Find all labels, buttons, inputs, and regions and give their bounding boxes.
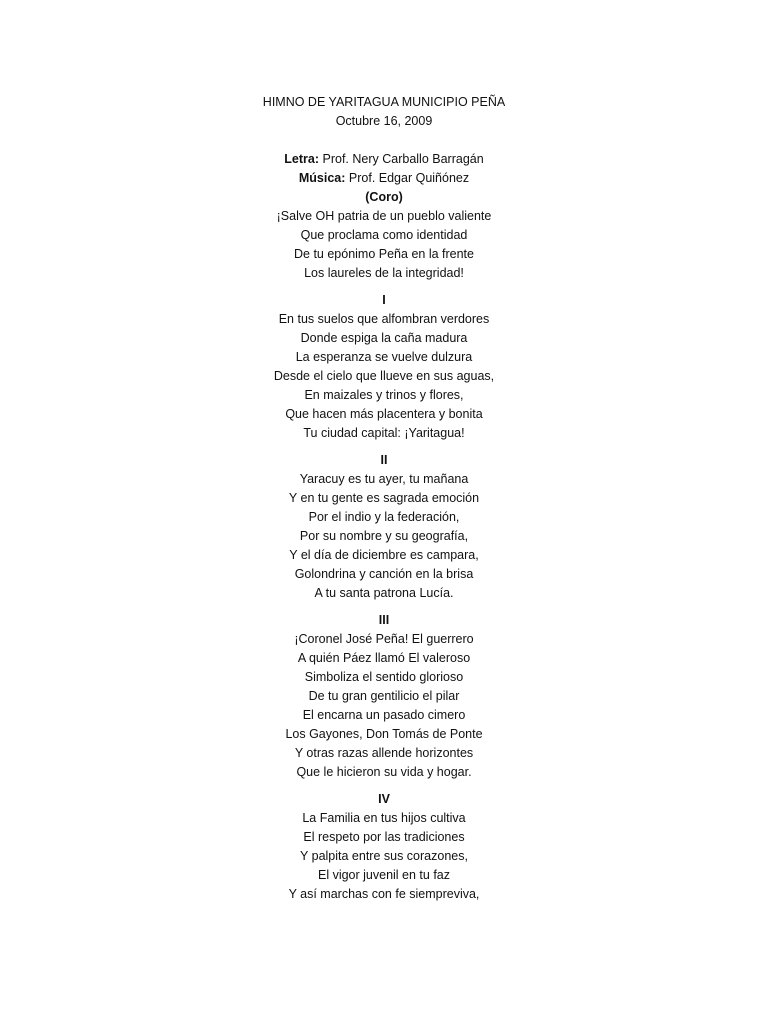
verse-line: Y otras razas allende horizontes: [294, 746, 474, 760]
document-date: Octubre 16, 2009: [335, 114, 433, 128]
verse-line: Y el día de diciembre es campara,: [289, 548, 479, 562]
verse-line: Simboliza el sentido glorioso: [304, 670, 464, 684]
verse-line: De tu gran gentilicio el pilar: [308, 689, 460, 703]
verse-line: Que hacen más placentera y bonita: [285, 407, 483, 421]
stanza-block: [0, 310, 768, 443]
verse-line: En maizales y trinos y flores,: [304, 388, 464, 402]
stanza-numeral: I: [382, 293, 386, 307]
verse-line: La esperanza se vuelve dulzura: [295, 350, 473, 364]
verse-line: Por su nombre y su geografía,: [299, 529, 469, 543]
verse-line: Y así marchas con fe siempreviva,: [288, 887, 480, 901]
verse-line: El encarna un pasado cimero: [302, 708, 466, 722]
lyrics-label: Letra:: [284, 152, 320, 166]
verse-line: La Familia en tus hijos cultiva: [302, 811, 466, 825]
document-page: [0, 93, 768, 904]
verse-line: Por el indio y la federación,: [308, 510, 460, 524]
stanza-numeral: IV: [378, 792, 390, 806]
spacer: [0, 131, 768, 150]
verse-line: Y palpita entre sus corazones,: [300, 849, 468, 863]
verse-line: El respeto por las tradiciones: [303, 830, 465, 844]
spacer: [0, 782, 768, 790]
coro-block: [0, 207, 768, 283]
music-label: Música:: [298, 171, 346, 185]
spacer: [0, 283, 768, 291]
verse-line: Que proclama como identidad: [300, 228, 468, 242]
verse-line: El vigor juvenil en tu faz: [317, 868, 450, 882]
verse-line: Que le hicieron su vida y hogar.: [296, 765, 472, 779]
spacer: [0, 603, 768, 611]
verse-line: A quién Páez llamó El valeroso: [297, 651, 471, 665]
document-title: HIMNO DE YARITAGUA MUNICIPIO PEÑA: [262, 95, 506, 109]
stanza-block: [0, 470, 768, 603]
spacer: [0, 443, 768, 451]
verse-line: Los laureles de la integridad!: [304, 266, 464, 280]
lyrics-author: Prof. Nery Carballo Barragán: [319, 152, 484, 166]
verse-line: Desde el cielo que llueve en sus aguas,: [273, 369, 495, 383]
verse-line: Yaracuy es tu ayer, tu mañana: [299, 472, 469, 486]
verse-line: Los Gayones, Don Tomás de Ponte: [285, 727, 483, 741]
verse-line: ¡Coronel José Peña! El guerrero: [294, 632, 474, 646]
stanza-numeral: III: [378, 613, 390, 627]
verse-line: De tu epónimo Peña en la frente: [294, 247, 474, 261]
verse-line: Donde espiga la caña madura: [300, 331, 468, 345]
stanza-block: [0, 809, 768, 904]
verse-line: ¡Salve OH patria de un pueblo valiente: [276, 209, 492, 223]
verse-line: A tu santa patrona Lucía.: [314, 586, 454, 600]
lyrics-credit: [0, 150, 768, 169]
verse-line: Golondrina y canción en la brisa: [294, 567, 474, 581]
stanza-numeral: II: [380, 453, 388, 467]
music-credit: [0, 169, 768, 188]
verse-line: Tu ciudad capital: ¡Yaritagua!: [303, 426, 465, 440]
stanza-block: [0, 630, 768, 782]
verse-line: Y en tu gente es sagrada emoción: [288, 491, 480, 505]
verse-line: En tus suelos que alfombran verdores: [278, 312, 490, 326]
coro-heading: (Coro): [365, 190, 403, 204]
music-author: Prof. Edgar Quiñónez: [345, 171, 470, 185]
